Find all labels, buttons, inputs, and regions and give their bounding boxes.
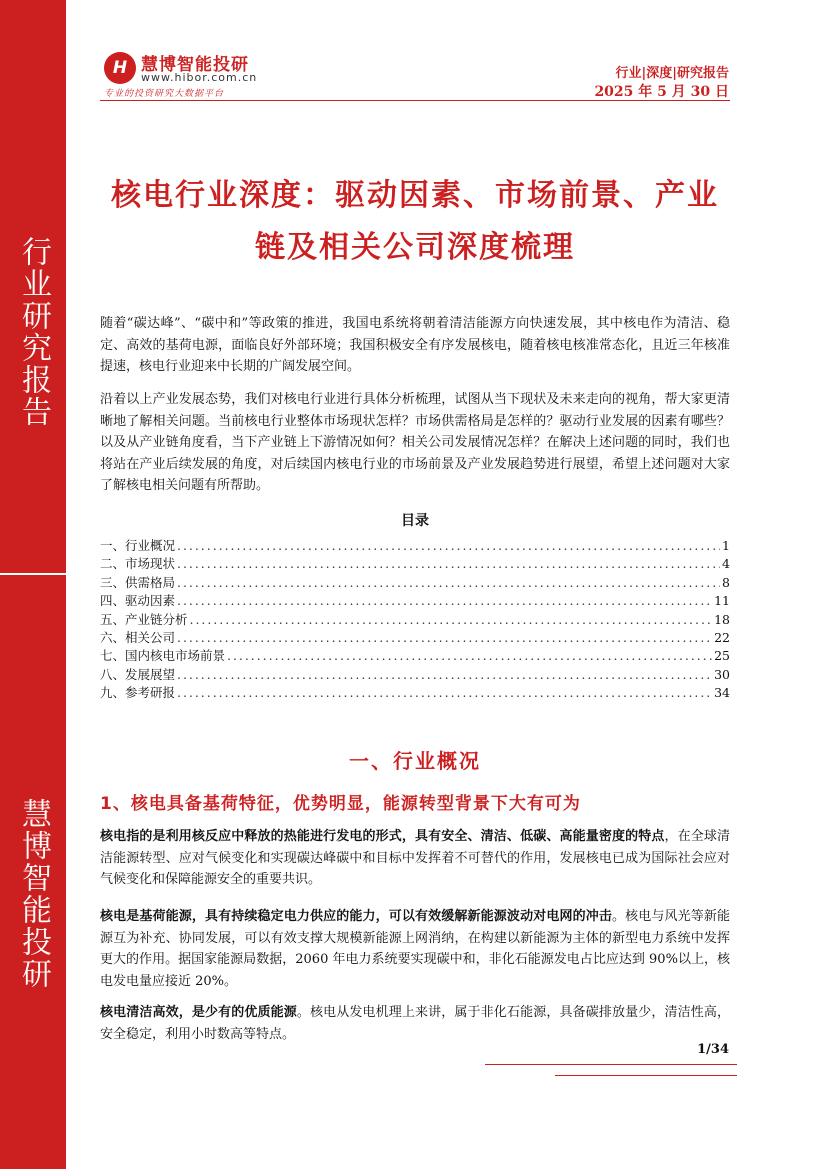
- title-line-2: 链及相关公司深度梳理: [255, 230, 575, 265]
- paragraph-lead: 核电指的是利用核反应中释放的热能进行发电的形式，具有安全、清洁、低碳、高能量密度的特点: [100, 829, 665, 844]
- body-paragraph-2: [100, 906, 730, 992]
- body-paragraph-1: [100, 826, 730, 891]
- title-line-1: 核电行业深度：驱动因素、市场前景、产业: [111, 178, 719, 213]
- toc-leader: [227, 647, 712, 665]
- paragraph-text: ，在全球清洁能源转型、应对气候变化和实现碳达峰碳中和目标中发挥着不可替代的作用，发展核电已成为国际社会应对气候变化和保障能源安全的重要共识。: [100, 829, 730, 887]
- table-of-contents: [100, 537, 730, 703]
- footer-rule: [485, 1064, 737, 1065]
- paragraph-lead: 核电清洁高效，是少有的优质能源: [100, 1005, 297, 1020]
- page-title: [90, 170, 740, 274]
- toc-item[interactable]: 三、供需格局 . . . 8: [100, 574, 730, 592]
- header-rule: [100, 100, 730, 101]
- footer-rule-short: [555, 1075, 737, 1076]
- logo-url: www.hibor.com.cn: [141, 71, 258, 84]
- toc-item[interactable]: 九、参考研报 . . . 34: [100, 684, 730, 702]
- subsection-heading: 1、核电具备基荷特征，优势明显，能源转型背景下大有可为: [100, 794, 581, 814]
- sidebar-divider: [0, 573, 66, 575]
- toc-leader: [177, 574, 720, 592]
- toc-leader: [190, 611, 713, 629]
- logo[interactable]: [104, 50, 264, 100]
- logo-name: 慧博智能投研: [141, 55, 249, 75]
- toc-heading: 目录: [401, 513, 429, 529]
- toc-item[interactable]: 五、产业链分析 . . . 18: [100, 611, 730, 629]
- toc-leader: [177, 537, 720, 555]
- logo-mark-icon: H: [104, 52, 136, 84]
- toc-item[interactable]: 七、国内核电市场前景 . . . 25: [100, 647, 730, 665]
- report-type: 行业|深度|研究报告: [615, 66, 729, 81]
- sidebar-label-brand: 慧博智能投研: [16, 798, 51, 990]
- page-number: 1/34: [697, 1042, 729, 1057]
- report-date: 2025 年 5 月 30 日: [594, 84, 729, 100]
- sidebar-label-report: 行业研究报告: [16, 236, 51, 428]
- toc-item[interactable]: 六、相关公司 . . . 22: [100, 629, 730, 647]
- paragraph-text: 。核电从发电机理上来讲，属于非化石能源，具备碳排放量少，清洁性高，安全稳定，利用小时数高等特点。: [100, 1005, 730, 1042]
- toc-item[interactable]: 四、驱动因素 . . . 11: [100, 592, 730, 610]
- body-paragraph-3: [100, 1002, 730, 1045]
- toc-leader: [177, 592, 712, 610]
- toc-leader: [177, 555, 720, 573]
- toc-item[interactable]: 二、市场现状 . . . 4: [100, 555, 730, 573]
- paragraph-lead: 核电是基荷能源，具有持续稳定电力供应的能力，可以有效缓解新能源波动对电网的冲击: [100, 909, 612, 924]
- toc-leader: [177, 684, 712, 702]
- toc-leader: [177, 629, 712, 647]
- intro-paragraph-2: 沿着以上产业发展态势，我们对核电行业进行具体分析梳理，试图从当下现状及未来走向的视角，帮大家更清晰地了解相关问题。当前核电行业整体市场现状怎样？市场供需格局是怎样的？驱动行业发展的因素有哪些？以及从产业链角度看，当下产业链上下游情况如何？相关公司发展情况怎样？在解决上述问题的同时，我们也将站在产业后续发展的角度，对后续国内核电行业的市场前景及产业发展趋势进行展望，希望上述问题对大家了解核电相关问题有所帮助。: [100, 392, 730, 493]
- intro-paragraph-1: 随着“碳达峰”、“碳中和”等政策的推进，我国电系统将朝着清洁能源方向快速发展，其中核电作为清洁、稳定、高效的基荷电源，面临良好外部环境；我国积极安全有序发展核电，随着核电核准常态化，且近三年核准提速，核电行业迎来中长期的广阔发展空间。: [100, 316, 730, 374]
- toc-item[interactable]: 一、行业概况 . . . 1: [100, 537, 730, 555]
- paragraph-text: 。核电与风光等新能源互为补充、协同发展，可以有效支撑大规模新能源上网消纳，在构建以新能源为主体的新型电力系统中发挥更大的作用。据国家能源局数据，2060 年电力系统要实现碳中和，非化石能源发电占比应达到 90%以上，核电发电量应接近 20%。: [100, 909, 730, 989]
- sidebar-band: [0, 0, 66, 1169]
- section-heading: 一、行业概况: [349, 749, 481, 773]
- logo-slogan: 专业的投资研究大数据平台: [104, 89, 225, 99]
- toc-item[interactable]: 八、发展展望 . . . 30: [100, 666, 730, 684]
- toc-leader: [177, 666, 712, 684]
